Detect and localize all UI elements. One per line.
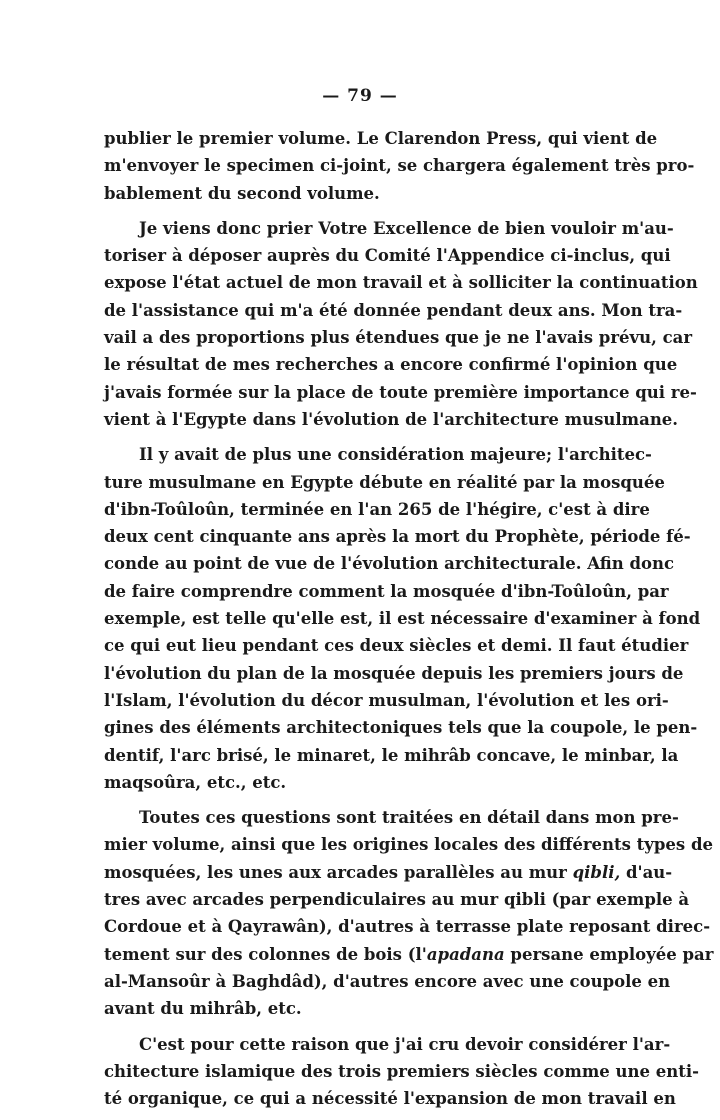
paragraph [104,125,695,207]
text-line: tement sur des colonnes de bois (l'apadana persane employée par [104,944,714,964]
text-line: avant du mihrâb, etc. [104,999,302,1019]
paragraph [104,441,701,796]
paragraph [104,1031,699,1113]
text-line: mosquées, les unes aux arcades parallèles au mur qibli, d'au- [104,862,673,882]
text-line: exemple, est telle qu'elle est, il est nécessaire d'examiner à fond [104,609,701,629]
text-line: tres avec arcades perpendiculaires au mur qibli (par exemple à [104,890,690,910]
text-line: l'évolution du plan de la mosquée depuis les premiers jours de [104,663,684,683]
text-line: Il y avait de plus une considération majeure; l'architec- [139,445,652,465]
text-line: Je viens donc prier Votre Excellence de bien vouloir m'au- [139,218,674,238]
text-line: chitecture islamique des trois premiers siècles comme une enti- [104,1061,699,1081]
text-line: toriser à déposer auprès du Comité l'Appendice ci-inclus, qui [104,246,671,266]
text-line: publier le premier volume. Le Clarendon Press, qui vient de [104,129,658,148]
page-number: — 79 — [322,86,398,106]
text-line: bablement du second volume. [104,183,380,203]
text-line: le résultat de mes recherches a encore confirmé l'opinion que [104,355,678,375]
body-text [104,125,714,1120]
text-line: té organique, ce qui a nécessité l'expansion de mon travail en [104,1089,676,1109]
paragraph [104,215,698,433]
paragraph [104,804,714,1022]
text-line: ture musulmane en Egypte débute en réalité par la mosquée [104,472,665,492]
text-line: de faire comprendre comment la mosquée d'ibn-Toûloûn, par [104,581,669,601]
text-line: conde au point de vue de l'évolution architecturale. Afin donc [104,554,675,574]
text-line: m'envoyer le specimen ci-joint, se chargera également très pro- [104,156,695,176]
text-line: vient à l'Egypte dans l'évolution de l'architecture musulmane. [104,409,679,429]
text-line: gines des éléments architectoniques tels que la coupole, le pen- [104,718,698,738]
text-line: expose l'état actuel de mon travail et à solliciter la continuation [104,273,698,293]
text-line: l'Islam, l'évolution du décor musulman, l'évolution et les ori- [104,690,669,710]
text-line: dentif, l'arc brisé, le minaret, le mihrâb concave, le minbar, la [104,745,679,765]
text-line: deux cent cinquante ans après la mort du Prophète, période fé- [104,527,691,547]
text-line: maqsoûra, etc., etc. [104,772,287,792]
text-line: d'ibn-Toûloûn, terminée en l'an 265 de l'hégire, c'est à dire [104,499,650,519]
text-line: ce qui eut lieu pendant ces deux siècles et demi. Il faut étudier [104,636,689,656]
text-line: mier volume, ainsi que les origines locales des différents types de [104,835,713,855]
text-line: al-Mansoûr à Baghdâd), d'autres encore avec une coupole en [104,971,671,991]
text-line: vail a des proportions plus étendues que je ne l'avais prévu, car [104,328,693,348]
text-line: Cordoue et à Qayrawân), d'autres à terrasse plate reposant direc- [104,917,711,937]
text-line: j'avais formée sur la place de toute première importance qui re- [104,382,697,402]
text-line: de l'assistance qui m'a été donnée pendant deux ans. Mon tra- [104,300,683,320]
text-line: Toutes ces questions sont traitées en détail dans mon pre- [139,808,679,828]
text-line: C'est pour cette raison que j'ai cru devoir considérer l'ar- [139,1034,671,1054]
